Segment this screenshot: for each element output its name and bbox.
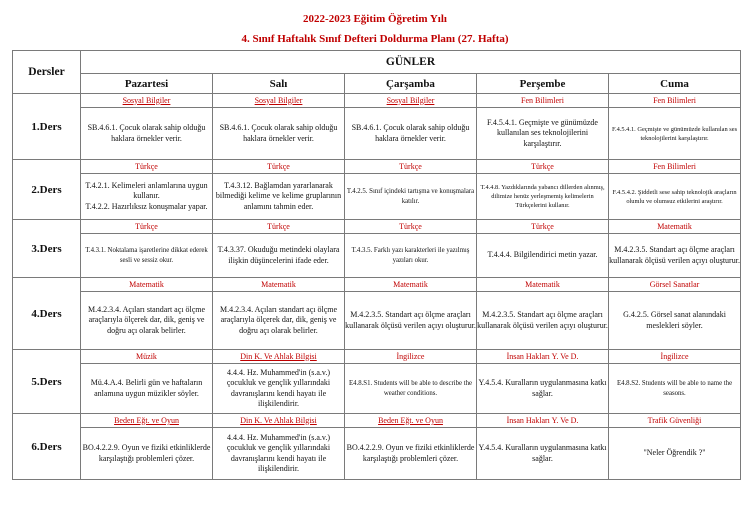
- subject-cell: Türkçe: [477, 220, 609, 234]
- subject-cell: Beden Eğt. ve Oyun: [81, 414, 213, 428]
- objective-text: T.4.4.8. Yazdıklarında yabancı dillerden alınmış, dilimize henüz yerleşmemiş kelimelerin Türkçelerini kullanır.: [480, 184, 605, 209]
- objective-text: 4.4.4. Hz. Muhammed'in (s.a.v.) çocukluk ve gençlik yıllarındaki davranışlarını kendi hayatı ile ilişkilendirir.: [226, 432, 331, 473]
- objective-text: T.4.4.4. Bilgilendirici metin yazar.: [487, 250, 598, 260]
- subject-cell: Fen Bilimleri: [609, 160, 741, 174]
- subject-cell: Sosyal Bilgiler: [81, 94, 213, 108]
- lesson-row-3-content: [13, 234, 741, 278]
- subject-cell: İnsan Hakları Y. Ve D.: [477, 414, 609, 428]
- objective-cell: [213, 108, 345, 160]
- objective-cell: [213, 234, 345, 278]
- objective-cell: [477, 364, 609, 414]
- subject-cell: İngilizce: [609, 350, 741, 364]
- lesson-label: 3.Ders: [13, 220, 81, 278]
- objective-text: BO.4.2.2.9. Oyun ve fiziki etkinliklerde karşılaştığı problemleri çözer.: [82, 443, 211, 463]
- lesson-label: 2.Ders: [13, 160, 81, 220]
- objective-text: Y.4.5.4. Kuralların uygulanmasına katkı sağlar.: [478, 378, 607, 398]
- objective-cell: [477, 174, 609, 220]
- objective-cell: [345, 292, 477, 350]
- gunler-header: GÜNLER: [81, 51, 741, 74]
- day-header-pazartesi: Pazartesi: [81, 74, 213, 94]
- lesson-row-1-content: [13, 108, 741, 160]
- objective-text: M.4.2.3.5. Standart açı ölçme araçları kullanarak ölçüsü verilen açıyı oluşturur.: [609, 245, 740, 265]
- subject-cell: Türkçe: [81, 220, 213, 234]
- objective-cell: [213, 364, 345, 414]
- objective-text: T.4.2.1. Kelimeleri anlamlarına uygun kullanır.: [85, 180, 208, 201]
- objective-text: E4.8.S2. Students will be able to name the seasons.: [616, 380, 733, 397]
- objective-cell: [81, 428, 213, 480]
- objective-cell: [609, 428, 741, 480]
- subject-cell: Matematik: [345, 278, 477, 292]
- objective-text: T.4.3.37. Okuduğu metindeki olaylara ilişkin düşüncelerini ifade eder.: [217, 245, 340, 265]
- objective-cell: [81, 364, 213, 414]
- objective-cell: [81, 108, 213, 160]
- objective-text: T.4.3.5. Farklı yazı karakterleri ile yazılmış yazıları okur.: [351, 247, 470, 264]
- objective-text: E4.8.S1. Students will be able to describe the weather conditions.: [348, 380, 473, 397]
- objective-text: Mü.4.A.4. Belirli gün ve haftaların anlamına uygun müzikler söyler.: [90, 378, 203, 398]
- objective-cell: [477, 108, 609, 160]
- day-header-carsamba: Çarşamba: [345, 74, 477, 94]
- objective-cell: [609, 108, 741, 160]
- lesson-label: 4.Ders: [13, 278, 81, 350]
- objective-cell: [345, 108, 477, 160]
- header-row-days: [13, 74, 741, 94]
- objective-cell: [345, 428, 477, 480]
- subject-cell: Fen Bilimleri: [609, 94, 741, 108]
- dersler-header: Dersler: [13, 51, 81, 94]
- objective-text: F.4.5.4.1. Geçmişte ve günümüzde kullanılan ses teknolojilerini karşılaştırır.: [487, 117, 598, 148]
- document-title-year: 2022-2023 Eğitim Öğretim Yılı: [303, 13, 447, 25]
- day-header-sali: Salı: [213, 74, 345, 94]
- objective-text: 4.4.4. Hz. Muhammed'in (s.a.v.) çocukluk ve gençlik yıllarındaki davranışlarını kendi hayatı ile ilişkilendirir.: [226, 367, 331, 408]
- subject-cell: Sosyal Bilgiler: [213, 94, 345, 108]
- lesson-label: 1.Ders: [13, 94, 81, 160]
- subject-cell: Fen Bilimleri: [477, 94, 609, 108]
- subject-cell: Türkçe: [81, 160, 213, 174]
- subject-cell: Müzik: [81, 350, 213, 364]
- subject-cell: Din K. Ve Ahlak Bilgisi: [213, 350, 345, 364]
- subject-cell: Matematik: [477, 278, 609, 292]
- objective-text: "Neler Öğrendik ?": [643, 448, 706, 458]
- objective-text: F.4.5.4.2. Şiddetli sese sahip teknolojik araçların olumlu ve olumsuz etkilerini araştırır.: [612, 188, 737, 205]
- objective-text: T.4.3.12. Bağlamdan yararlanarak bilmediği kelime ve kelime gruplarının anlamını tahmin eder.: [215, 180, 342, 211]
- subject-cell: Türkçe: [213, 160, 345, 174]
- subject-cell: Türkçe: [345, 220, 477, 234]
- objective-cell: [345, 364, 477, 414]
- objective-text: Y.4.5.4. Kuralların uygulanmasına katkı sağlar.: [478, 443, 607, 463]
- objective-cell: [609, 174, 741, 220]
- objective-text: SB.4.6.1. Çocuk olarak sahip olduğu haklara örnekler verir.: [351, 123, 470, 143]
- objective-cell: [81, 174, 213, 220]
- objective-cell: [609, 292, 741, 350]
- lesson-row-3-subjects: [13, 220, 741, 234]
- subject-cell: Matematik: [213, 278, 345, 292]
- objective-cell: [477, 234, 609, 278]
- objective-cell: [345, 234, 477, 278]
- subject-cell: İngilizce: [345, 350, 477, 364]
- day-header-cuma: Cuma: [609, 74, 741, 94]
- objective-cell: [477, 428, 609, 480]
- objective-cell: [609, 364, 741, 414]
- objective-text: T.4.3.1. Noktalama işaretlerine dikkat ederek sesli ve sessiz okur.: [85, 247, 208, 264]
- weekly-plan-table: [12, 50, 741, 480]
- objective-cell: [213, 174, 345, 220]
- subject-cell: Görsel Sanatlar: [609, 278, 741, 292]
- objective-text: M.4.2.3.5. Standart açı ölçme araçları kullanarak ölçüsü verilen açıyı oluşturur.: [345, 310, 476, 330]
- objective-text: BO.4.2.2.9. Oyun ve fiziki etkinliklerde karşılaştığı problemleri çözer.: [346, 443, 475, 463]
- subject-cell: Matematik: [609, 220, 741, 234]
- objective-cell: [81, 234, 213, 278]
- objective-cell: [609, 234, 741, 278]
- subject-cell: Türkçe: [345, 160, 477, 174]
- lesson-label: 6.Ders: [13, 414, 81, 480]
- document-title-plan: 4. Sınıf Haftalık Sınıf Defteri Doldurma Planı (27. Hafta): [241, 33, 509, 45]
- lesson-row-6-content: [13, 428, 741, 480]
- objective-cell: [213, 428, 345, 480]
- objective-text: SB.4.6.1. Çocuk olarak sahip olduğu haklara örnekler verir.: [219, 123, 338, 143]
- lesson-row-5-subjects: [13, 350, 741, 364]
- objective-cell: [477, 292, 609, 350]
- lesson-label: 5.Ders: [13, 350, 81, 414]
- subject-cell: Sosyal Bilgiler: [345, 94, 477, 108]
- objective-text: T.4.2.2. Hazırlıksız konuşmalar yapar.: [85, 201, 208, 211]
- objective-text: G.4.2.5. Görsel sanat alanındaki meslekleri söyler.: [623, 310, 726, 330]
- subject-cell: İnsan Hakları Y. Ve D.: [477, 350, 609, 364]
- lesson-row-1-subjects: [13, 94, 741, 108]
- lesson-row-4-content: [13, 292, 741, 350]
- objective-text: F.4.5.4.1. Geçmişte ve günümüzde kullanılan ses teknolojilerini karşılaştırır.: [611, 125, 738, 142]
- lesson-row-5-content: [13, 364, 741, 414]
- day-header-persembe: Perşembe: [477, 74, 609, 94]
- subject-cell: Matematik: [81, 278, 213, 292]
- subject-cell: Türkçe: [213, 220, 345, 234]
- lesson-row-2-content: [13, 174, 741, 220]
- objective-cell: [345, 174, 477, 220]
- objective-cell: [81, 292, 213, 350]
- header-row-gunler: [13, 51, 741, 74]
- subject-cell: Trafik Güvenliği: [609, 414, 741, 428]
- objective-cell: [213, 292, 345, 350]
- objective-text: M.4.2.3.5. Standart açı ölçme araçları kullanarak ölçüsü verilen açıyı oluşturur.: [477, 310, 608, 330]
- objective-text: M.4.2.3.4. Açıları standart açı ölçme araçlarıyla ölçerek dar, dik, geniş ve doğru açı olarak belirler.: [87, 304, 206, 335]
- subject-cell: Beden Eğt. ve Oyun: [345, 414, 477, 428]
- objective-text: SB.4.6.1. Çocuk olarak sahip olduğu haklara örnekler verir.: [87, 123, 206, 143]
- subject-cell: Türkçe: [477, 160, 609, 174]
- lesson-row-4-subjects: [13, 278, 741, 292]
- lesson-row-2-subjects: [13, 160, 741, 174]
- objective-text: M.4.2.3.4. Açıları standart açı ölçme araçlarıyla ölçerek dar, dik, geniş ve doğru açı olarak belirler.: [219, 304, 338, 335]
- subject-cell: Din K. Ve Ahlak Bilgisi: [213, 414, 345, 428]
- objective-text: T.4.2.5. Sınıf içindeki tartışma ve konuşmalara katılır.: [346, 188, 475, 205]
- lesson-row-6-subjects: [13, 414, 741, 428]
- plan-table-body: [13, 51, 741, 480]
